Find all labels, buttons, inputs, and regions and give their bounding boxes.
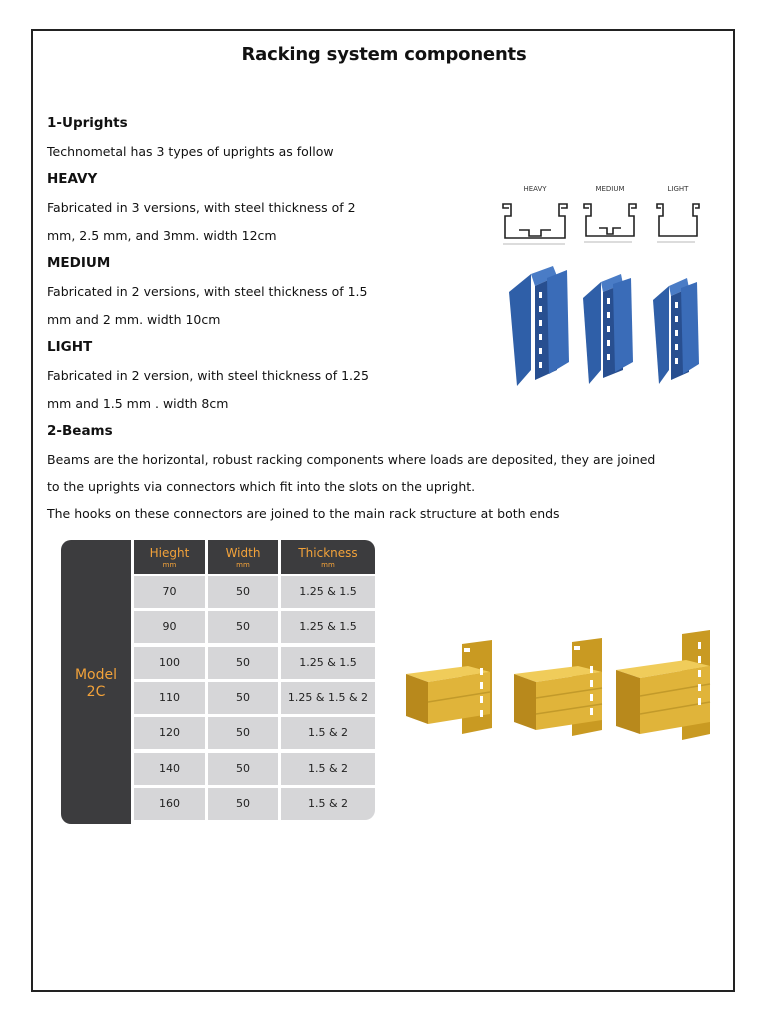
spec-header-label: Thickness bbox=[298, 546, 358, 560]
spec-header-0 bbox=[134, 540, 205, 574]
spec-cell: 70 bbox=[134, 576, 205, 608]
spec-header-unit: mm bbox=[236, 561, 250, 569]
spec-cell: 140 bbox=[134, 753, 205, 785]
model-label-line1: Model bbox=[74, 667, 118, 683]
beams-heading: 2-Beams bbox=[47, 423, 113, 439]
heavy-desc-line1: Fabricated in 3 versions, with steel thickness of 2 bbox=[47, 200, 356, 215]
spec-cell: 50 bbox=[208, 611, 278, 643]
light-profile-shape bbox=[657, 204, 699, 236]
beams-desc-line2: to the uprights via connectors which fit into the slots on the upright. bbox=[47, 479, 476, 494]
uprights-illustration bbox=[495, 180, 720, 392]
spec-cell: 120 bbox=[134, 717, 205, 749]
spec-cell: 50 bbox=[208, 753, 278, 785]
spec-cell: 50 bbox=[208, 576, 278, 608]
spec-cell: 1.25 & 1.5 bbox=[281, 576, 375, 608]
spec-cell: 1.5 & 2 bbox=[281, 753, 375, 785]
heavy-heading: HEAVY bbox=[47, 171, 98, 187]
beam-connector-medium bbox=[514, 638, 602, 736]
model-label bbox=[61, 667, 131, 701]
beams-desc-line3: The hooks on these connectors are joined to the main rack structure at both ends bbox=[47, 506, 560, 521]
spec-cell: 1.25 & 1.5 bbox=[281, 647, 375, 679]
uprights-intro: Technometal has 3 types of uprights as follow bbox=[47, 144, 334, 159]
beams-desc-line1: Beams are the horizontal, robust racking components where loads are deposited, they are joined bbox=[47, 452, 656, 467]
beam-connector-large bbox=[616, 630, 710, 740]
spec-cell: 100 bbox=[134, 647, 205, 679]
medium-profile-shape bbox=[584, 204, 636, 236]
medium-upright-3d bbox=[583, 274, 633, 384]
spec-cell: 1.25 & 1.5 bbox=[281, 611, 375, 643]
spec-header-2 bbox=[281, 540, 375, 574]
spec-header-label: Hieght bbox=[149, 546, 190, 560]
spec-cell: 50 bbox=[208, 647, 278, 679]
light-upright-3d bbox=[653, 278, 699, 384]
spec-cell: 1.5 & 2 bbox=[281, 717, 375, 749]
spec-cell: 110 bbox=[134, 682, 205, 714]
model-panel bbox=[61, 540, 131, 824]
beam-connector-small bbox=[406, 640, 492, 734]
beam-connectors-illustration bbox=[400, 630, 715, 750]
spec-cell: 160 bbox=[134, 788, 205, 820]
spec-cell: 90 bbox=[134, 611, 205, 643]
spec-header-1 bbox=[208, 540, 278, 574]
light-heading: LIGHT bbox=[47, 339, 93, 355]
light-desc-line1: Fabricated in 2 version, with steel thickness of 1.25 bbox=[47, 368, 369, 383]
page-title: Racking system components bbox=[241, 44, 527, 65]
uprights-heading: 1-Uprights bbox=[47, 115, 128, 131]
figure-label-medium: MEDIUM bbox=[595, 185, 625, 193]
spec-header-label: Width bbox=[225, 546, 261, 560]
heavy-profile-shape bbox=[503, 204, 567, 238]
medium-heading: MEDIUM bbox=[47, 255, 111, 271]
heavy-upright-3d bbox=[509, 266, 569, 386]
beam-spec-table bbox=[61, 540, 375, 824]
medium-desc-line1: Fabricated in 2 versions, with steel thickness of 1.5 bbox=[47, 284, 368, 299]
model-label-line2: 2C bbox=[86, 684, 106, 700]
figure-label-light: LIGHT bbox=[667, 185, 689, 193]
medium-desc-line2: mm and 2 mm. width 10cm bbox=[47, 312, 221, 327]
light-desc-line2: mm and 1.5 mm . width 8cm bbox=[47, 396, 229, 411]
spec-cell: 1.5 & 2 bbox=[281, 788, 375, 820]
spec-header-unit: mm bbox=[321, 561, 335, 569]
spec-cell: 50 bbox=[208, 682, 278, 714]
heavy-desc-line2: mm, 2.5 mm, and 3mm. width 12cm bbox=[47, 228, 277, 243]
figure-label-heavy: HEAVY bbox=[523, 185, 547, 193]
spec-cell: 50 bbox=[208, 788, 278, 820]
spec-header-unit: mm bbox=[162, 561, 177, 569]
spec-cell: 50 bbox=[208, 717, 278, 749]
spec-cell: 1.25 & 1.5 & 2 bbox=[281, 682, 375, 714]
